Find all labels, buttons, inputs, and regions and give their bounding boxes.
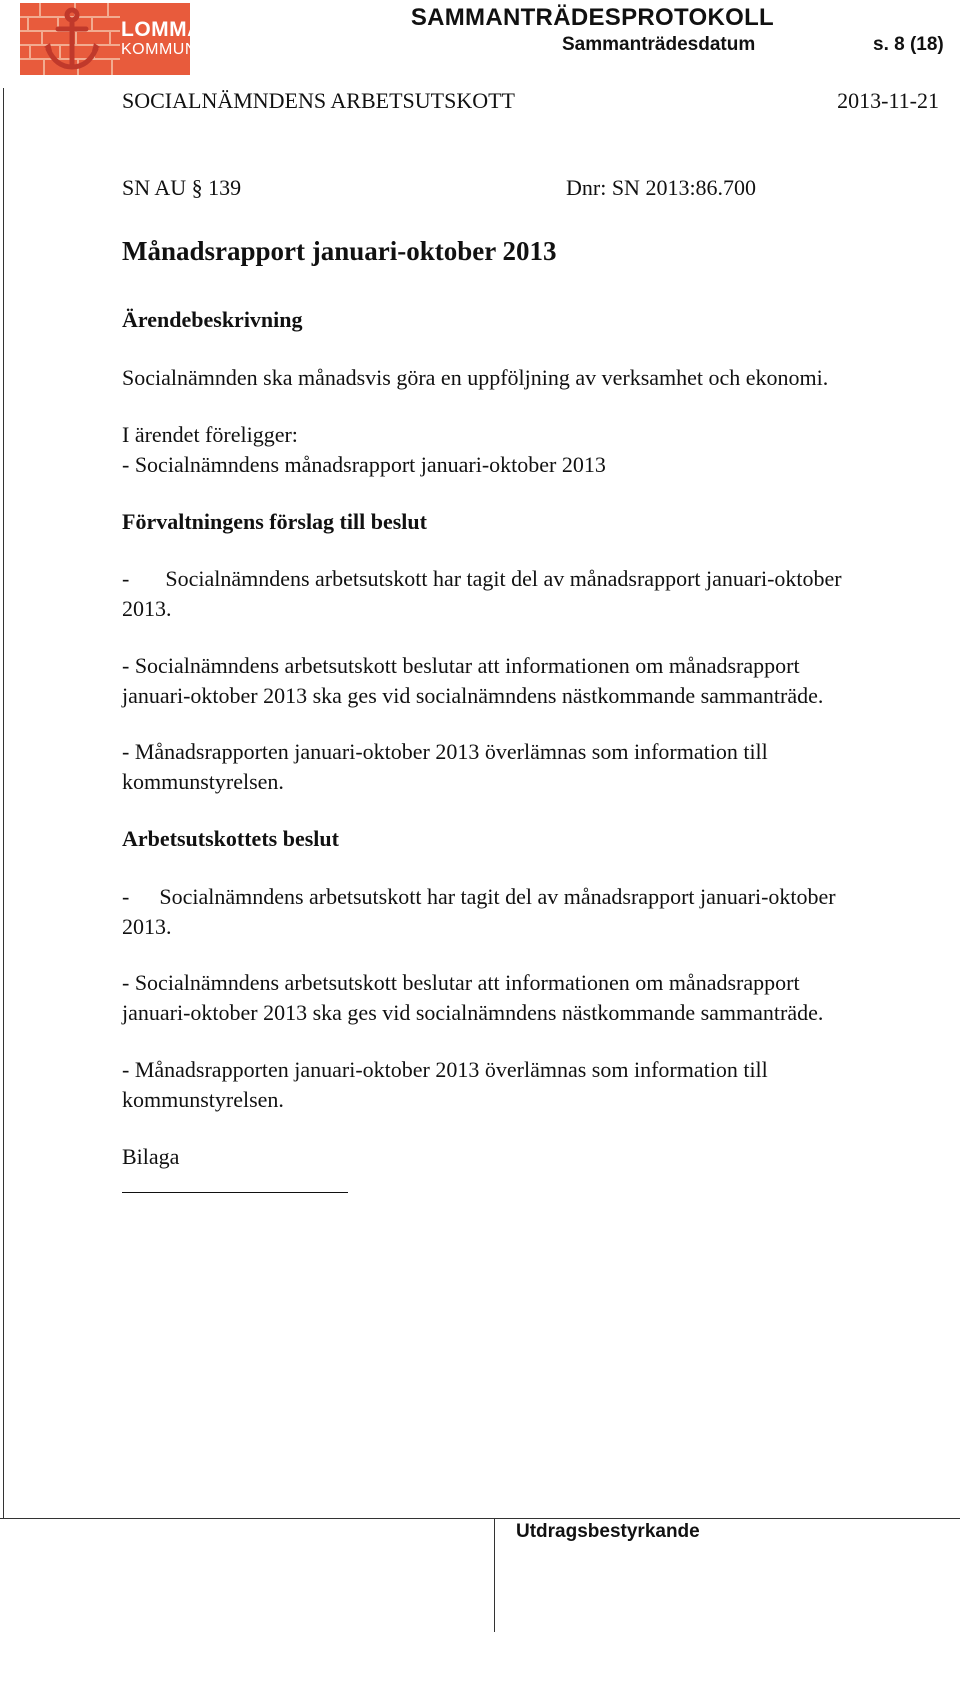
diary-number: Dnr: SN 2013:86.700 bbox=[566, 175, 757, 200]
decision-item-1-line2: 2013. bbox=[122, 914, 172, 939]
municipality-logo bbox=[20, 3, 203, 75]
attachments-intro-text: I ärendet föreligger: bbox=[122, 422, 298, 447]
proposal-item-1 bbox=[122, 564, 842, 624]
dash-marker: - bbox=[122, 884, 130, 909]
committee-name: SOCIALNÄMNDENS ARBETSUTSKOTT bbox=[122, 88, 515, 113]
case-number: SN AU § 139 bbox=[122, 175, 242, 200]
document-title: Månadsrapport januari-oktober 2013 bbox=[122, 236, 557, 266]
proposal-item-2-line1: - Socialnämndens arbetsutskott beslutar att informationen om månadsrapport bbox=[122, 653, 800, 678]
decision-item-2-line2: januari-oktober 2013 ska ges vid socialnämndens nästkommande sammanträde. bbox=[122, 1000, 824, 1025]
proposal-item-3 bbox=[122, 737, 768, 797]
footer-divider bbox=[494, 1518, 495, 1632]
footer-rule bbox=[0, 1518, 960, 1519]
dash-marker: - bbox=[122, 566, 130, 591]
logo-name: LOMMA bbox=[121, 18, 203, 41]
meeting-date-label: Sammanträdesdatum bbox=[562, 34, 756, 55]
description-paragraph: Socialnämnden ska månadsvis göra en uppföljning av verksamhet och ekonomi. bbox=[122, 365, 829, 390]
certification-label: Utdragsbestyrkande bbox=[516, 1521, 700, 1542]
decision-item-3-line1: - Månadsrapporten januari-oktober 2013 överlämnas som information till bbox=[122, 1057, 768, 1082]
decision-item-1-line1: Socialnämndens arbetsutskott har tagit del av månadsrapport januari-oktober bbox=[159, 884, 836, 909]
proposal-item-1-line2: 2013. bbox=[122, 596, 172, 621]
proposal-item-2-line2: januari-oktober 2013 ska ges vid socialnämndens nästkommande sammanträde. bbox=[122, 683, 824, 708]
proposal-item-1-line1: Socialnämndens arbetsutskott har tagit del av månadsrapport januari-oktober bbox=[165, 566, 842, 591]
decision-item-3-line2: kommunstyrelsen. bbox=[122, 1087, 284, 1112]
meeting-date: 2013-11-21 bbox=[837, 88, 939, 113]
decision-item-3 bbox=[122, 1055, 768, 1115]
logo-text bbox=[121, 19, 203, 58]
protocol-title: SAMMANTRÄDESPROTOKOLL bbox=[410, 4, 774, 31]
section-heading-description: Ärendebeskrivning bbox=[122, 307, 303, 332]
attachment-label: Bilaga bbox=[122, 1144, 180, 1169]
proposal-item-3-line1: - Månadsrapporten januari-oktober 2013 överlämnas som information till bbox=[122, 739, 768, 764]
left-margin-rule bbox=[3, 88, 4, 1518]
attachments-item: - Socialnämndens månadsrapport januari-oktober 2013 bbox=[122, 452, 606, 477]
decision-item-1 bbox=[122, 882, 836, 942]
logo-subname: KOMMUN bbox=[121, 41, 197, 58]
section-heading-decision: Arbetsutskottets beslut bbox=[122, 826, 339, 851]
decision-item-2 bbox=[122, 968, 823, 1028]
decision-item-2-line1: - Socialnämndens arbetsutskott beslutar att informationen om månadsrapport bbox=[122, 970, 800, 995]
attachments-intro bbox=[122, 420, 606, 480]
proposal-item-3-line2: kommunstyrelsen. bbox=[122, 769, 284, 794]
proposal-item-2 bbox=[122, 651, 823, 711]
section-heading-proposal: Förvaltningens förslag till beslut bbox=[122, 509, 427, 534]
page-number: s. 8 (18) bbox=[873, 34, 944, 55]
signature-line bbox=[122, 1192, 348, 1193]
